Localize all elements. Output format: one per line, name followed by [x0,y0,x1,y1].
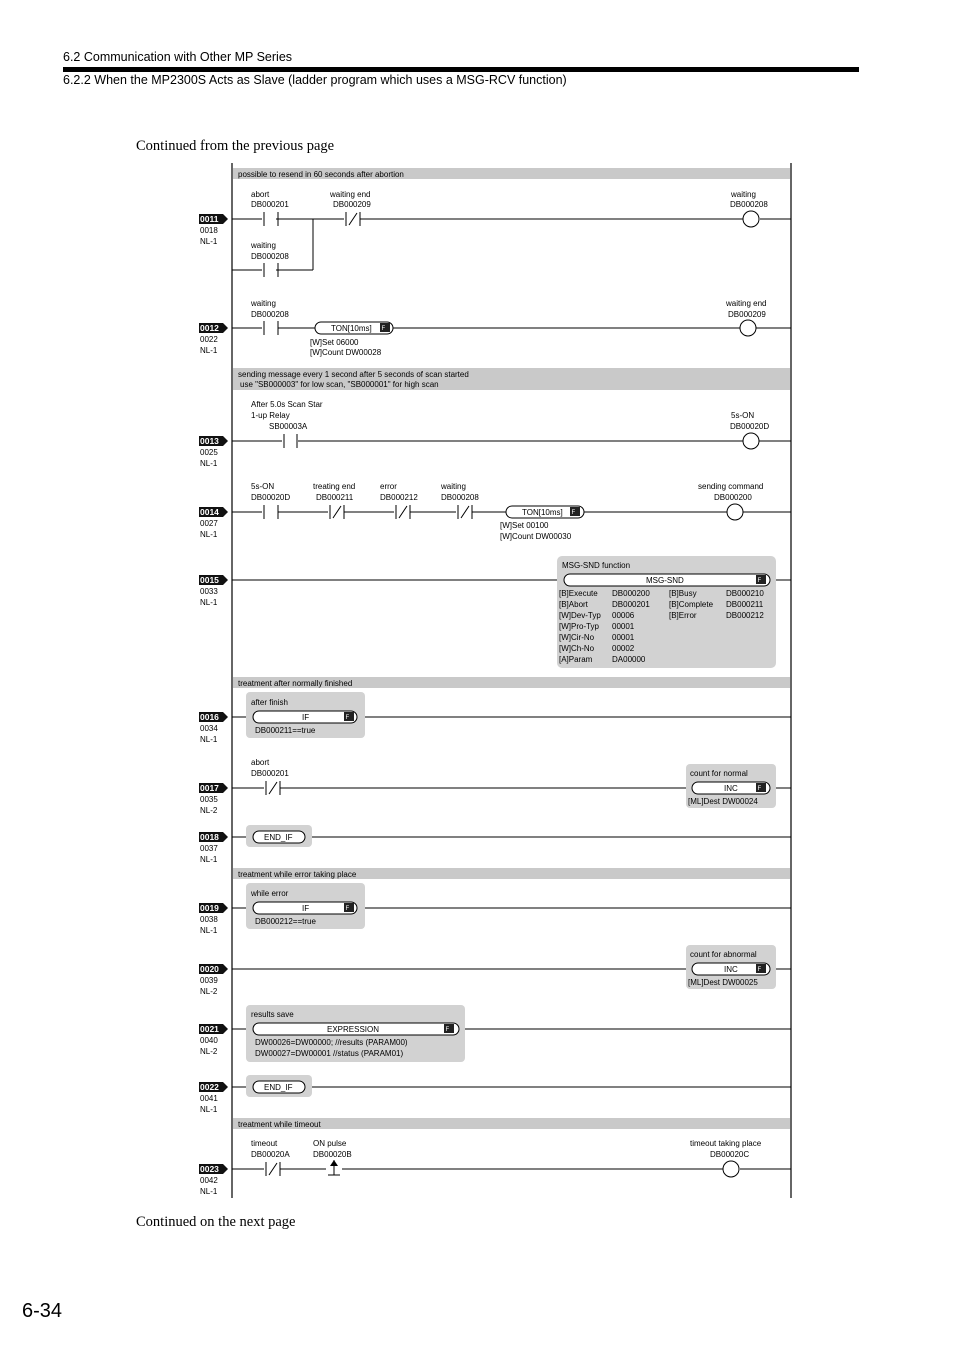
rung-nest-level: NL-1 [200,855,218,864]
svg-text:[B]Busy: [B]Busy [669,589,697,598]
rung-step: 0022 [200,335,218,344]
svg-text:DB00020B: DB00020B [313,1150,352,1159]
svg-text:count for normal: count for normal [690,769,748,778]
svg-text:EXPRESSION: EXPRESSION [327,1025,380,1034]
rung-number-marker [199,832,228,864]
function-icon [344,903,354,912]
function-icon [756,575,766,584]
rung-nest-level: NL-2 [200,806,218,815]
continued-to-text: Continued on the next page [136,1214,296,1230]
rung-step: 0039 [200,976,218,985]
contact-label: waiting [251,241,276,250]
svg-text:DB000212==true: DB000212==true [255,917,316,926]
coil-label: waiting [731,190,756,199]
svg-text:[W]Dev-Typ: [W]Dev-Typ [559,611,601,620]
svg-text:[W]Set 06000: [W]Set 06000 [310,338,359,347]
svg-text:[ML]Dest DW00025: [ML]Dest DW00025 [688,978,758,987]
svg-text:abort: abort [251,758,270,767]
function-icon [570,507,580,516]
contact-label: 1-up Relay [251,411,290,420]
svg-text:DB000201: DB000201 [612,600,650,609]
svg-text:DB00020C: DB00020C [710,1150,750,1159]
comment-text: treatment while timeout [238,1120,321,1129]
comment-text: treatment while error taking place [238,870,357,879]
svg-text:DW00027=DW00001 //status (: DW00027=DW00001 //status (PARAM01) [255,1049,404,1058]
rung-nest-level: NL-1 [200,459,218,468]
rung-0016 [232,692,791,738]
coil-label: waiting end [726,299,767,308]
rung-nest-level: NL-2 [200,1047,218,1056]
rung-number: 0012 [200,323,219,333]
svg-text:while error: while error [251,889,289,898]
svg-text:results save: results save [251,1010,294,1019]
function-icon [444,1024,454,1033]
comment-text: use "SB000003" for low scan, "SB000001" for high scan [240,380,439,389]
rung-number-marker [199,214,228,246]
rung-0022 [232,1075,791,1097]
rung-step: 0025 [200,448,218,457]
svg-text:00001: 00001 [612,622,635,631]
svg-text:[W]Pro-Typ: [W]Pro-Typ [559,622,600,631]
svg-text:MSG-SND function: MSG-SND function [562,561,631,570]
rung-number-marker [199,507,228,539]
svg-text:treating end: treating end [313,482,356,491]
svg-text:[W]Count DW00028: [W]Count DW00028 [310,348,382,357]
function-icon [380,323,390,332]
comment-text: possible to resend in 60 seconds after abortion [238,170,404,179]
rung-number: 0023 [200,1164,219,1174]
svg-text:[B]Execute: [B]Execute [559,589,598,598]
comment-bar [233,368,790,390]
svg-text:MSG-SND: MSG-SND [646,576,684,585]
coil-address: DB000208 [730,200,768,209]
rung-number-marker [199,712,228,744]
rung-step: 0027 [200,519,218,528]
rung-number-marker [199,436,228,468]
comment-text: treatment after normally finished [238,679,353,688]
rung-nest-level: NL-1 [200,530,218,539]
coil-label: 5s-ON [731,411,755,420]
svg-text:00002: 00002 [612,644,635,653]
svg-text:DB000212: DB000212 [726,611,764,620]
contact-address: DB000201 [251,200,289,209]
rung-number-marker [199,1164,228,1196]
svg-text:[W]Set 00100: [W]Set 00100 [500,521,549,530]
rung-step: 0037 [200,844,218,853]
comment-bar [233,677,790,688]
svg-text:timeout: timeout [251,1139,278,1148]
rung-step: 0018 [200,226,218,235]
svg-text:00001: 00001 [612,633,635,642]
svg-text:timeout taking place: timeout taking place [690,1139,762,1148]
rung-0018 [232,825,791,847]
rung-nest-level: NL-2 [200,987,218,996]
svg-text:[ML]Dest DW00024: [ML]Dest DW00024 [688,797,758,806]
rung-step: 0042 [200,1176,218,1185]
rung-0020 [232,945,791,989]
comment-bar [233,1118,790,1129]
rung-step: 0040 [200,1036,218,1045]
rung-number: 0018 [200,832,219,842]
svg-text:DA00000: DA00000 [612,655,646,664]
svg-text:[W]Cir-No: [W]Cir-No [559,633,595,642]
rung-number: 0021 [200,1024,219,1034]
svg-text:5s-ON: 5s-ON [251,482,275,491]
contact-address: DB000208 [251,310,289,319]
rung-0015 [232,556,791,668]
contact-address: DB000209 [333,200,371,209]
rung-number: 0014 [200,507,219,517]
svg-text:END_IF: END_IF [264,1083,293,1092]
svg-text:[B]Abort: [B]Abort [559,600,588,609]
rung-number: 0013 [200,436,219,446]
rung-number-marker [199,1082,228,1114]
svg-text:TON[10ms]: TON[10ms] [331,324,372,333]
rung-number: 0022 [200,1082,219,1092]
svg-text:ON pulse: ON pulse [313,1139,347,1148]
svg-text:after finish: after finish [251,698,288,707]
contact-label: abort [251,190,270,199]
rung-0021 [232,1005,791,1062]
rung-step: 0034 [200,724,218,733]
rung-number: 0020 [200,964,219,974]
rung-nest-level: NL-1 [200,1187,218,1196]
function-icon [344,712,354,721]
rung-nest-level: NL-1 [200,598,218,607]
svg-text:INC: INC [724,965,738,974]
svg-text:sending command: sending command [698,482,764,491]
continued-from-text: Continued from the previous page [136,138,335,154]
page-number: 6-34 [22,1300,63,1322]
svg-text:TON[10ms]: TON[10ms] [522,508,563,517]
rung-nest-level: NL-1 [200,346,218,355]
svg-text:DB000208: DB000208 [441,493,479,502]
contact-address: SB00003A [269,422,308,431]
rung-nest-level: NL-1 [200,237,218,246]
ladder-diagram: F possible to resend in 60 seconds after abortion sending message every 1 second after 5 seconds of scan started use "SB000003" for low scan, "SB000001" for high scan treatment after normally finished treatment while error taking place treatment while timeout 00110018NL-100120022NL-100130025NL-100140027NL-100150033NL-100160034NL-100170035NL-200180037NL-100190038NL-100200039NL-200210040NL-200220041NL-100230042NL-1 abort DB000201 waiting end DB000209 waiting DB000208 waiting DB000208 waiting DB000208 TON[10ms] [W]Set 06000 [W]Count DW00028 waiting end DB000209 After 5.0s Scan Star 1-up Relay SB00003A 5s-ON DB00020D 5s-ON DB00020D treating end DB000211 error DB000212 waiting DB000208 TON[10ms] [W]Set 00100 [W]Count DW00030 sending command DB000200 MSG-SND function MSG-SND [B]Execute DB000200 [B]Abort DB000201 [W]Dev-Typ 00006 [W]Pro-Typ 00001 [W]Cir-No 00001 [W]Ch-No 00002 [A]Param DA00000 [B]Busy DB000210 [B]Complete DB000211 [B]Error DB000212 after finish IF DB000211==true abort DB000201 count for normal INC [ML]Dest DW00024 END_IF while error IF DB000212==true count for abnormal INC [ML]Dest DW00025 results save EXPRESSION DW00026=DW00000; //results (PARAM00) DW00027=DW00001 //status (PARAM01) END_IF timeout DB00020A ON pulse DB00020B timeout taking place DB00020C [0,0,954,1350]
svg-text:DB000210: DB000210 [726,589,764,598]
svg-text:DB00020D: DB00020D [251,493,291,502]
svg-text:[W]Count DW00030: [W]Count DW00030 [500,532,572,541]
rung-number: 0016 [200,712,219,722]
svg-text:00006: 00006 [612,611,635,620]
rung-number-marker [199,575,228,607]
rung-number: 0011 [200,214,219,224]
rung-step: 0038 [200,915,218,924]
rung-number-marker [199,1024,228,1056]
rung-number-marker [199,323,228,355]
rung-step: 0033 [200,587,218,596]
rung-number: 0015 [200,575,219,585]
rung-nest-level: NL-1 [200,926,218,935]
comment-text: sending message every 1 second after 5 seconds of scan started [238,370,469,379]
svg-text:DB000211==true: DB000211==true [255,726,316,735]
rung-nest-level: NL-1 [200,735,218,744]
svg-text:IF: IF [302,713,310,722]
rung-step: 0041 [200,1094,218,1103]
coil-address: DB00020D [730,422,770,431]
rung-0012 [232,299,791,357]
rung-0011 [232,190,791,277]
svg-text:INC: INC [724,784,738,793]
contact-address: DB000208 [251,252,289,261]
rung-0013 [232,400,791,449]
comment-bar [233,168,790,179]
svg-text:DB000211: DB000211 [316,493,354,502]
svg-text:IF: IF [302,904,310,913]
svg-text:[B]Complete: [B]Complete [669,600,714,609]
rung-number: 0017 [200,783,219,793]
rung-0017 [232,758,791,808]
comment-bar [233,868,790,879]
svg-text:error: error [380,482,397,491]
function-icon [756,964,766,973]
svg-text:DB000201: DB000201 [251,769,289,778]
rung-step: 0035 [200,795,218,804]
rung-number: 0019 [200,903,219,913]
svg-text:DB00020A: DB00020A [251,1150,290,1159]
subsection-header: 6.2.2 When the MP2300S Acts as Slave (ladder program which uses a MSG-RCV function) [63,73,567,87]
svg-text:waiting: waiting [441,482,466,491]
rung-number-marker [199,783,228,815]
svg-text:[W]Ch-No: [W]Ch-No [559,644,595,653]
svg-text:DB000211: DB000211 [726,600,764,609]
rung-0019 [232,883,791,929]
function-icon [756,783,766,792]
svg-text:[B]Error: [B]Error [669,611,697,620]
svg-text:DB000200: DB000200 [714,493,752,502]
svg-text:DB000200: DB000200 [612,589,650,598]
rung-0023 [232,1139,791,1177]
svg-text:[A]Param: [A]Param [559,655,593,664]
contact-label: waiting end [330,190,371,199]
rung-0014 [232,482,791,541]
svg-text:count for abnormal: count for abnormal [690,950,757,959]
svg-text:DB000212: DB000212 [380,493,418,502]
svg-text:END_IF: END_IF [264,833,293,842]
rung-number-marker [199,964,228,996]
coil-address: DB000209 [728,310,766,319]
contact-label: After 5.0s Scan Star [251,400,323,409]
contact-label: waiting [251,299,276,308]
section-header: 6.2 Communication with Other MP Series [63,50,293,64]
svg-text:DW00026=DW00000; //results: DW00026=DW00000; //results (PARAM00) [255,1038,408,1047]
rung-number-marker [199,903,228,935]
rung-nest-level: NL-1 [200,1105,218,1114]
